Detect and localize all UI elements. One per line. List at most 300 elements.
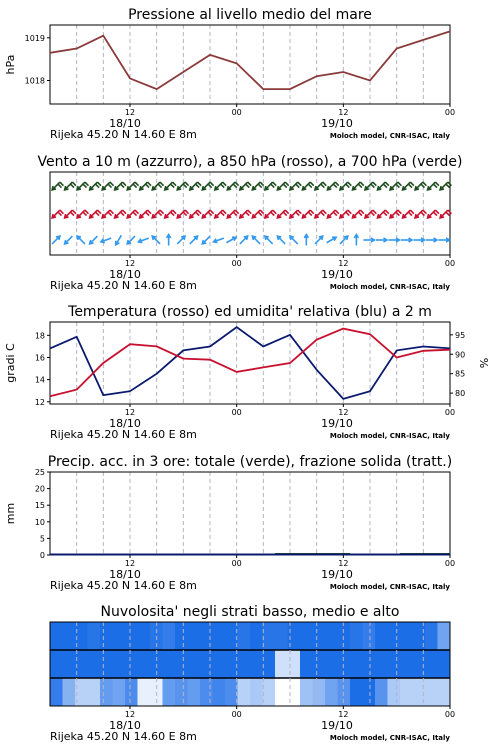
cloud-cell [225, 650, 238, 678]
wind-barb-shaft [315, 182, 323, 190]
wind-barb-feather [146, 212, 150, 216]
wind-barb-shaft [277, 236, 285, 244]
model-credit: Moloch model, CNR-ISAC, Italy [329, 432, 450, 440]
model-credit: Moloch model, CNR-ISAC, Italy [329, 132, 450, 140]
cloud-cell [313, 622, 326, 650]
y-tick-label: 25 [34, 468, 45, 477]
y-tick-label: 15 [34, 501, 45, 511]
cloud-cell [200, 650, 213, 678]
wind-barb [102, 210, 113, 218]
wind-barb-shaft [65, 182, 73, 190]
wind-barb [127, 182, 138, 190]
wind-barb-feather [133, 212, 137, 216]
cloud-cell [188, 650, 201, 678]
wind-barb-feather [122, 210, 126, 214]
panel-title: Precip. acc. in 3 ore: totale (verde), frazione solida (tratt.) [47, 454, 453, 470]
wind-barb [252, 182, 263, 190]
cloud-cell [313, 678, 326, 706]
panel-title: Pressione al livello medio del mare [128, 7, 372, 23]
wind-barb [167, 235, 171, 246]
wind-barb [202, 210, 213, 218]
wind-barb-feather [346, 184, 350, 188]
wind-barb-feather [135, 182, 139, 186]
wind-barb [352, 210, 363, 218]
wind-barb [152, 210, 163, 218]
y2-tick-label: 80 [455, 389, 466, 399]
wind-barb-shaft [340, 210, 348, 218]
wind-barb [327, 210, 338, 218]
wind-barb-shaft [52, 236, 60, 244]
wind-barb-shaft [215, 210, 223, 218]
wind-barb-feather [285, 182, 289, 186]
wind-barb-shaft [127, 236, 135, 244]
wind-barb-feather [423, 182, 427, 186]
wind-barb-shaft [440, 182, 448, 190]
wind-barb [265, 182, 276, 190]
model-credit: Moloch model, CNR-ISAC, Italy [329, 583, 450, 591]
wind-barb-feather [97, 182, 101, 186]
wind-barb-feather [421, 184, 425, 188]
wind-barb [240, 182, 251, 190]
y-axis-label: mm [4, 502, 17, 525]
cloud-cell [338, 622, 351, 650]
wind-barb-shaft [52, 210, 60, 218]
wind-barb-shaft [90, 182, 98, 190]
wind-barb-feather [423, 210, 427, 214]
wind-barb-feather [85, 182, 89, 186]
cloud-cell [100, 622, 113, 650]
wind-barb [65, 236, 73, 244]
wind-barb-feather [373, 182, 377, 186]
plot-frame [50, 25, 450, 104]
y-tick-label: 1018 [24, 76, 45, 86]
cloud-cell [350, 622, 363, 650]
cloud-cell [113, 622, 126, 650]
wind-barb-feather [310, 182, 314, 186]
wind-barb-feather [296, 184, 300, 188]
wind-barb-feather [383, 184, 387, 188]
date-label: 19/10 [321, 417, 353, 430]
cloud-cell [125, 622, 138, 650]
wind-barb-shaft [240, 236, 248, 244]
wind-barb [352, 182, 363, 190]
wind-barb-feather [70, 212, 74, 216]
cloud-cell [375, 678, 388, 706]
wind-barb-shaft [428, 182, 436, 190]
wind-barb [240, 236, 248, 244]
wind-barb-feather [171, 212, 175, 216]
cloud-cell [138, 650, 151, 678]
wind-barb [277, 236, 285, 244]
wind-barb-feather [446, 212, 450, 216]
wind-barb [65, 210, 76, 218]
wind-barb-shaft [77, 182, 85, 190]
y2-tick-label: 90 [455, 350, 466, 360]
wind-barb [390, 182, 401, 190]
wind-barb [390, 210, 401, 218]
wind-barb-shaft [202, 182, 210, 190]
x-tick-label: 00 [231, 710, 242, 719]
y-tick-label: 14 [34, 375, 45, 385]
cloud-cell [188, 678, 201, 706]
wind-barb-feather [210, 210, 214, 214]
wind-barb [277, 210, 288, 218]
x-tick-label: 00 [231, 559, 242, 568]
cloud-cell [63, 622, 76, 650]
cloud-cell [400, 622, 413, 650]
wind-barb-feather [246, 212, 250, 216]
cloud-cell [225, 622, 238, 650]
wind-barb [77, 182, 88, 190]
wind-barb-shaft [240, 210, 248, 218]
wind-barb-feather [298, 182, 302, 186]
wind-barb-feather [221, 212, 225, 216]
temperature-line [50, 329, 450, 397]
wind-barb-feather [346, 212, 350, 216]
cloud-cell [250, 678, 263, 706]
wind-barb [77, 210, 88, 218]
wind-barb-feather [323, 210, 327, 214]
plot-frame [50, 472, 450, 555]
plot-frame [50, 322, 450, 404]
y-tick-label: 0 [39, 551, 45, 560]
cloud-cell [425, 650, 438, 678]
cloud-cell [138, 622, 151, 650]
cloud-cell [88, 650, 101, 678]
panel-title: Vento a 10 m (azzurro), a 850 hPa (rosso), a 700 hPa (verde) [37, 154, 463, 170]
wind-barb [378, 182, 389, 190]
cloud-cell [213, 678, 226, 706]
cloud-cell [225, 678, 238, 706]
wind-barb-feather [196, 212, 200, 216]
wind-barb-feather [185, 210, 189, 214]
cloud-cell [363, 622, 376, 650]
y-tick-label: 20 [34, 484, 45, 494]
wind-barb-feather [158, 184, 162, 188]
wind-barb [226, 237, 236, 243]
wind-barb-feather [283, 184, 287, 188]
cloud-cell [325, 622, 338, 650]
cloud-cell [50, 650, 63, 678]
wind-barb-shaft [252, 182, 260, 190]
wind-barb-feather [173, 182, 177, 186]
wind-barb [290, 210, 301, 218]
wind-barb [327, 182, 338, 190]
cloud-cell [338, 678, 351, 706]
wind-barb-shaft [177, 210, 185, 218]
wind-barb-feather [198, 182, 202, 186]
cloud-cell [438, 678, 451, 706]
cloud-cell [138, 678, 151, 706]
wind-barb-shaft [90, 210, 98, 218]
wind-barb-feather [308, 184, 312, 188]
wind-barb-shaft [252, 236, 260, 244]
wind-barb-shaft [327, 210, 335, 218]
wind-barb [202, 236, 210, 244]
cloud-cell [363, 678, 376, 706]
x-tick-label: 00 [444, 710, 456, 719]
wind-barb-feather [233, 212, 237, 216]
date-label: 19/10 [321, 568, 353, 581]
wind-barb [290, 182, 301, 190]
wind-barb-feather [398, 210, 402, 214]
wind-barb-feather [323, 182, 327, 186]
wind-barb-feather [58, 212, 62, 216]
wind-barb [365, 210, 376, 218]
wind-barb-feather [385, 210, 389, 214]
wind-barb-feather [72, 210, 76, 214]
wind-barb-feather [85, 210, 89, 214]
wind-barb-feather [348, 210, 352, 214]
cloud-cell [263, 650, 276, 678]
wind-barb-shaft [90, 236, 98, 244]
date-label: 18/10 [109, 568, 141, 581]
wind-barb [277, 182, 288, 190]
wind-barb [302, 182, 313, 190]
wind-barb-shaft [77, 236, 85, 244]
wind-barb-shaft [340, 236, 348, 244]
cloud-cell [200, 622, 213, 650]
wind-barb [354, 235, 358, 246]
cloud-cell [275, 622, 288, 650]
wind-barb [165, 210, 176, 218]
wind-barb-shaft [403, 210, 411, 218]
wind-barb [252, 236, 260, 244]
y-tick-label: 1019 [24, 33, 45, 43]
y-axis-label: hPa [4, 54, 17, 75]
wind-barb-shaft [428, 210, 436, 218]
wind-barb-shaft [65, 210, 73, 218]
cloud-cell [400, 678, 413, 706]
cloud-cell [288, 678, 301, 706]
cloud-cell [100, 650, 113, 678]
wind-barb-feather [283, 212, 287, 216]
cloud-cell [388, 650, 401, 678]
y2-axis-label: % [478, 357, 491, 369]
wind-barb-shaft [115, 182, 123, 190]
wind-barb-feather [273, 182, 277, 186]
wind-barb-shaft [252, 210, 260, 218]
cloud-cell [175, 678, 188, 706]
wind-barb-shaft [190, 210, 198, 218]
cloud-cell [63, 650, 76, 678]
wind-barb-shaft [365, 210, 373, 218]
wind-barb-shaft [378, 210, 386, 218]
wind-barb-feather [410, 182, 414, 186]
wind-barb-shaft [165, 182, 173, 190]
wind-barb [252, 210, 263, 218]
wind-barb-feather [110, 210, 114, 214]
cloud-cell [125, 650, 138, 678]
wind-barb [315, 236, 323, 244]
wind-barb [240, 210, 251, 218]
cloud-cell [275, 650, 288, 678]
cloud-cell [350, 678, 363, 706]
wind-barb-shaft [365, 182, 373, 190]
cloud-cell [213, 650, 226, 678]
cloud-cell [125, 678, 138, 706]
wind-barb [304, 235, 308, 246]
y-tick-label: 10 [34, 517, 45, 527]
wind-barb-shaft [415, 210, 423, 218]
wind-barb-shaft [265, 236, 273, 244]
cloud-cell [113, 678, 126, 706]
wind-barb-feather [95, 184, 99, 188]
wind-barb-feather [196, 184, 200, 188]
wind-barb-shaft [165, 210, 173, 218]
wind-barb-shaft [265, 210, 273, 218]
wind-barb-feather [210, 182, 214, 186]
wind-barb-feather [333, 184, 337, 188]
cloud-cell [388, 622, 401, 650]
wind-barb [140, 182, 151, 190]
wind-barb-feather [121, 184, 125, 188]
wind-barb-feather [58, 184, 62, 188]
cloud-cell [238, 622, 251, 650]
wind-barb-feather [248, 182, 252, 186]
wind-barb-feather [383, 212, 387, 216]
wind-barb-feather [373, 210, 377, 214]
x-tick-label: 00 [231, 259, 242, 268]
x-tick-label: 00 [444, 559, 456, 568]
cloud-cell [338, 650, 351, 678]
wind-barb-shaft [52, 182, 60, 190]
cloud-cell [325, 650, 338, 678]
wind-barb-shaft [403, 182, 411, 190]
cloud-cell [425, 678, 438, 706]
wind-barb [265, 210, 276, 218]
cloud-cell [288, 622, 301, 650]
wind-barb-feather [271, 184, 275, 188]
x-tick-label: 12 [124, 559, 136, 568]
x-tick-label: 00 [444, 259, 456, 268]
wind-barb [376, 238, 387, 242]
wind-barb [428, 182, 439, 190]
wind-barb-feather [321, 184, 325, 188]
cloud-cell [250, 622, 263, 650]
wind-barb-feather [146, 184, 150, 188]
x-tick-label: 12 [338, 259, 349, 268]
panel-title: Temperatura (rosso) ed umidita' relativa (blu) a 2 m [68, 304, 432, 320]
date-label: 18/10 [109, 417, 141, 430]
wind-barb-shaft [190, 182, 198, 190]
wind-barb [65, 182, 76, 190]
wind-barb-shaft [302, 210, 310, 218]
cloud-cell [263, 622, 276, 650]
wind-barb-feather [435, 210, 439, 214]
x-tick-label: 00 [231, 408, 242, 417]
location-line: Rijeka 45.20 N 14.60 E 8m [50, 128, 197, 141]
wind-barb [190, 182, 201, 190]
wind-barb-feather [308, 212, 312, 216]
cloud-cell [325, 678, 338, 706]
wind-barb [127, 210, 138, 218]
wind-barb-feather [223, 182, 227, 186]
x-tick-label: 00 [444, 408, 456, 417]
y2-tick-label: 85 [455, 369, 466, 379]
x-tick-label: 12 [338, 408, 349, 417]
x-tick-label: 00 [444, 108, 456, 117]
wind-barb-feather [133, 184, 137, 188]
wind-barb [403, 210, 414, 218]
cloud-cell [375, 622, 388, 650]
location-line: Rijeka 45.20 N 14.60 E 8m [50, 279, 197, 292]
x-tick-label: 12 [338, 108, 349, 117]
wind-barb [439, 238, 450, 242]
wind-barb [426, 238, 437, 242]
wind-barb-feather [148, 210, 152, 214]
wind-barb-shaft [327, 182, 335, 190]
wind-barb [190, 210, 201, 218]
wind-barb [340, 236, 348, 244]
wind-barb-feather [333, 212, 337, 216]
cloud-cell [300, 650, 313, 678]
y-axis-label: gradi C [4, 343, 17, 383]
wind-barb-feather [198, 210, 202, 214]
x-tick-label: 00 [231, 108, 242, 117]
date-label: 19/10 [321, 268, 353, 281]
wind-barb-feather [148, 182, 152, 186]
wind-barb-feather [258, 212, 262, 216]
wind-barb-feather [285, 210, 289, 214]
wind-barb-feather [310, 210, 314, 214]
cloud-cell [163, 650, 176, 678]
wind-barb-shaft [352, 210, 360, 218]
wind-barb-shaft [277, 210, 285, 218]
wind-barb-shaft [115, 210, 123, 218]
wind-barb [190, 236, 198, 244]
wind-barb-feather [421, 212, 425, 216]
cloud-cell [250, 650, 263, 678]
wind-barb [214, 238, 224, 243]
panel-title: Nuvolosita' negli strati basso, medio e alto [100, 604, 400, 620]
wind-barb-feather [223, 210, 227, 214]
wind-barb-feather [335, 210, 339, 214]
wind-barb-shaft [290, 236, 298, 244]
wind-barb [52, 210, 63, 218]
wind-barb-feather [271, 212, 275, 216]
wind-barb-shaft [315, 236, 323, 244]
cloud-cell [275, 678, 288, 706]
cloud-cell [163, 678, 176, 706]
cloud-cell [175, 622, 188, 650]
date-label: 18/10 [109, 117, 141, 130]
cloud-cell [288, 650, 301, 678]
wind-barb-shaft [240, 182, 248, 190]
wind-barb [265, 236, 273, 244]
cloud-cell [263, 678, 276, 706]
wind-barb-feather [83, 212, 87, 216]
cloud-cell [438, 650, 451, 678]
wind-barb-shaft [202, 236, 210, 244]
wind-barb [363, 238, 374, 242]
cloud-cell [213, 622, 226, 650]
cloud-cell [200, 678, 213, 706]
y-tick-label: 18 [34, 331, 45, 341]
cloud-cell [88, 678, 101, 706]
cloud-cell [238, 650, 251, 678]
wind-barb [165, 182, 176, 190]
wind-barb-feather [433, 212, 437, 216]
wind-barb-feather [121, 212, 125, 216]
wind-barb-shaft [440, 210, 448, 218]
wind-barb-feather [173, 210, 177, 214]
wind-barb [127, 236, 135, 244]
wind-barb [388, 238, 399, 242]
wind-barb-shaft [290, 210, 298, 218]
wind-barb [52, 182, 63, 190]
wind-barb [116, 235, 122, 245]
